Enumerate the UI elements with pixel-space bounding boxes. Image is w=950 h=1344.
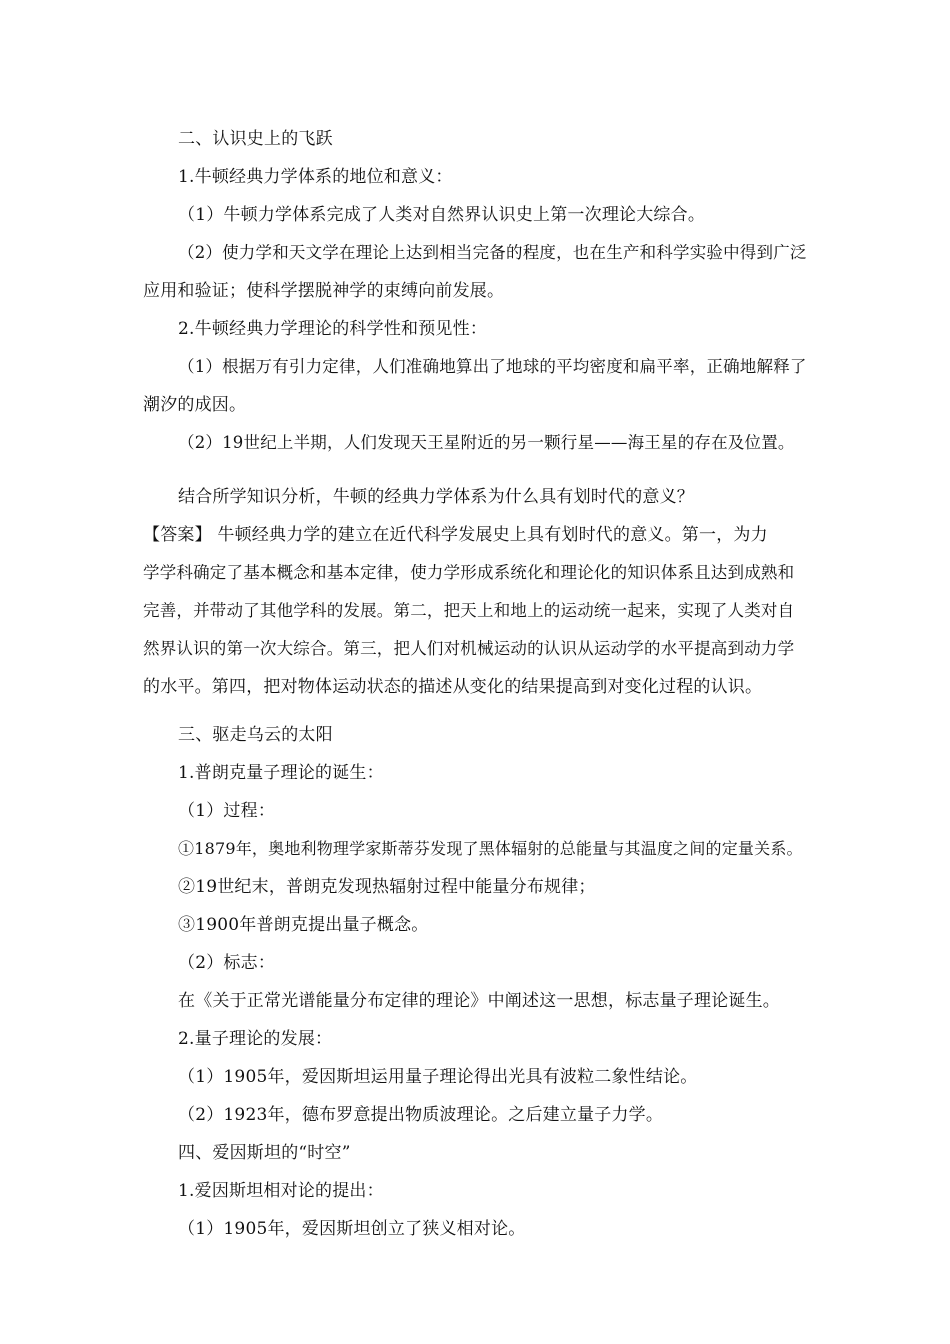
subsection-heading: 1.普朗克量子理论的诞生：: [178, 763, 384, 783]
paragraph-line: 在《关于正常光谱能量分布定律的理论》中阐述这一思想，标志量子理论诞生。: [178, 991, 780, 1011]
paragraph-line: （2）使力学和天文学在理论上达到相当完备的程度，也在生产和科学实验中得到广泛: [178, 243, 807, 262]
subsection-heading: 1.牛顿经典力学体系的地位和意义：: [178, 167, 453, 187]
list-item: ③1900年普朗克提出量子概念。: [178, 915, 429, 935]
section-heading: 二、认识史上的飞跃: [178, 129, 333, 149]
section-heading: 四、爱因斯坦的“时空”: [178, 1143, 351, 1163]
list-item: ①1879年，奥地利物理学家斯蒂芬发现了黑体辐射的总能量与其温度之间的定量关系。: [178, 839, 803, 858]
paragraph-line: 应用和验证；使科学摆脱神学的束缚向前发展。: [143, 281, 505, 301]
paragraph-line: 潮汐的成因。: [143, 395, 247, 415]
answer-line: 的水平。第四，把对物体运动状态的描述从变化的结果提高到对变化过程的认识。: [143, 677, 763, 697]
list-item: ②19世纪末，普朗克发现热辐射过程中能量分布规律；: [178, 877, 596, 897]
paragraph-line: （1）1905年，爱因斯坦创立了狭义相对论。: [178, 1219, 526, 1239]
paragraph-line: （2）1923年，德布罗意提出物质波理论。之后建立量子力学。: [178, 1105, 664, 1125]
subsection-heading: 2.量子理论的发展：: [178, 1029, 333, 1049]
paragraph-line: （2）19世纪上半期，人们发现天王星附近的另一颗行星——海王星的存在及位置。: [178, 433, 795, 452]
paragraph-line: （2）标志：: [178, 953, 276, 973]
paragraph-line: （1）1905年，爱因斯坦运用量子理论得出光具有波粒二象性结论。: [178, 1067, 698, 1087]
subsection-heading: 2.牛顿经典力学理论的科学性和预见性：: [178, 319, 488, 339]
answer-line: 完善，并带动了其他学科的发展。第二，把天上和地上的运动统一起来，实现了人类对自: [143, 601, 795, 620]
subsection-heading: 1.爱因斯坦相对论的提出：: [178, 1181, 384, 1201]
answer-line: 然界认识的第一次大综合。第三，把人们对机械运动的认识从运动学的水平提高到动力学: [143, 639, 795, 658]
section-heading: 三、驱走乌云的太阳: [178, 725, 333, 745]
question-text: 结合所学知识分析，牛顿的经典力学体系为什么具有划时代的意义？: [178, 487, 694, 507]
paragraph-line: （1）根据万有引力定律，人们准确地算出了地球的平均密度和扁平率，正确地解释了: [178, 357, 807, 376]
answer-line: 【答案】 牛顿经典力学的建立在近代科学发展史上具有划时代的意义。第一，为力: [143, 525, 768, 545]
paragraph-line: （1）过程：: [178, 801, 276, 821]
answer-line: 学学科确定了基本概念和基本定律，使力学形成系统化和理论化的知识体系且达到成熟和: [143, 563, 795, 582]
paragraph-line: （1）牛顿力学体系完成了人类对自然界认识史上第一次理论大综合。: [178, 205, 706, 225]
